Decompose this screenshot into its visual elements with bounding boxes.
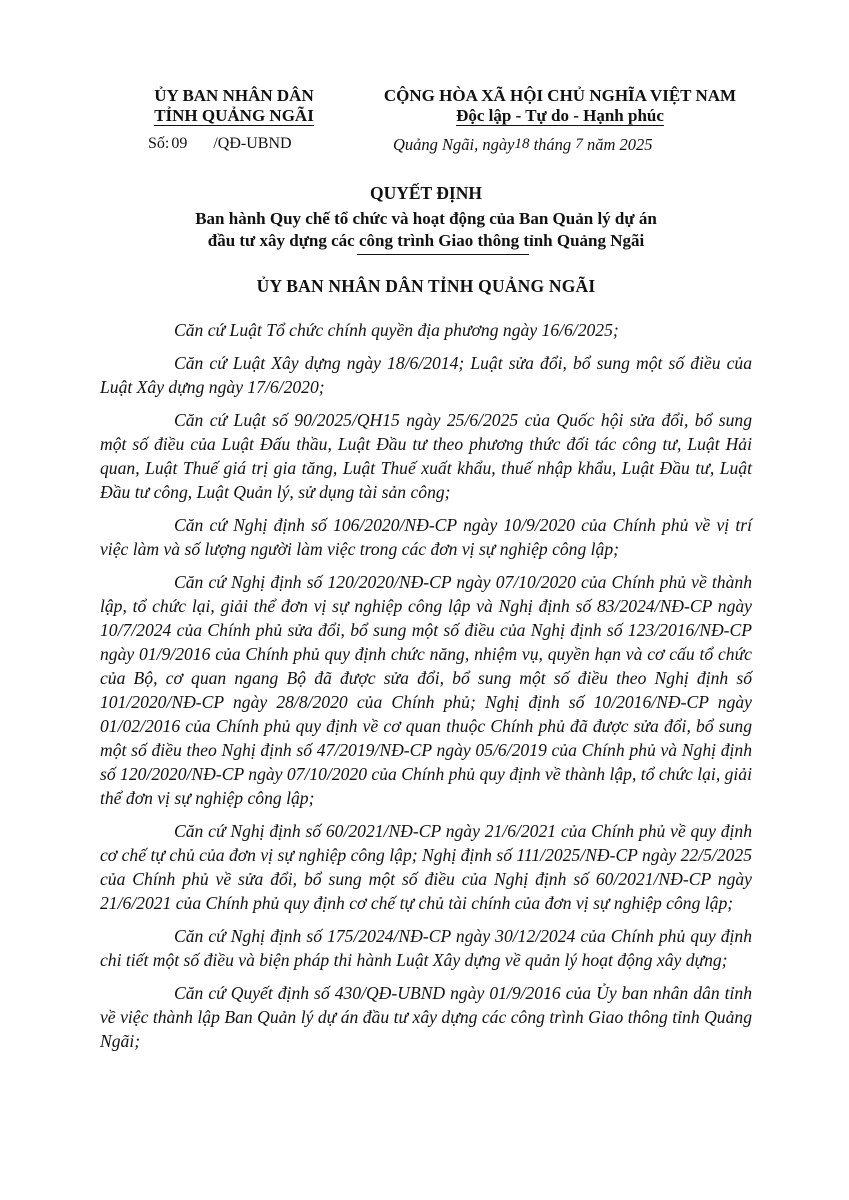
national-motto (340, 86, 780, 126)
doc-number-code: /QĐ-UBND (213, 135, 292, 152)
doc-number-value: 09 (171, 135, 188, 152)
authority-line1: ỦY BAN NHÂN DÂN (154, 86, 314, 105)
legal-basis-paragraph: Căn cứ Nghị định số 120/2020/NĐ-CP ngày 07/10/2020 của Chính phủ về thành lập, tổ chức lại, giải thể đơn vị sự nghiệp công lập và Nghị định số 83/2024/NĐ-CP ngày 10/7/2024 của Chính phủ sửa đổi, bổ sung một số điều của Nghị định số 123/2016/NĐ-CP ngày 01/9/2016 của Chính phủ quy định chức năng, nhiệm vụ, quyền hạn và cơ cấu tổ chức của Bộ, cơ quan ngang Bộ đã được sửa đổi, bổ sung một số điều theo Nghị định số 101/2020/NĐ-CP ngày 28/8/2020 của Chính phủ; Nghị định số 10/2016/NĐ-CP ngày 01/02/2016 của Chính phủ quy định về cơ quan thuộc Chính phủ đã được sửa đổi, bổ sung một số điều theo Nghị định số 47/2019/NĐ-CP ngày 05/6/2019 của Chính phủ và Nghị định số 120/2020/NĐ-CP ngày 07/10/2020 của Chính phủ quy định về thành lập, tổ chức lại, giải thể đơn vị sự nghiệp công lập; (100, 572, 752, 808)
date-month-label: tháng (533, 135, 572, 154)
preamble (100, 318, 752, 1062)
authority-line2: TỈNH QUẢNG NGÃI (154, 106, 314, 125)
legal-basis-paragraph: Căn cứ Nghị định số 60/2021/NĐ-CP ngày 21/6/2021 của Chính phủ về quy định cơ chế tự chủ của đơn vị sự nghiệp công lập; Nghị định số 111/2025/NĐ-CP ngày 22/5/2025 của Chính phủ về sửa đổi, bổ sung một số điều của Nghị định số 60/2021/NĐ-CP ngày 21/6/2021 của Chính phủ quy định cơ chế tự chủ tài chính của đơn vị sự nghiệp công lập; (100, 821, 752, 913)
date-prefix: Quảng Ngãi, ngày (393, 135, 515, 154)
decision-title: QUYẾT ĐỊNH (370, 183, 482, 203)
date-month: 7 (575, 136, 583, 152)
document-number (148, 135, 292, 153)
issue-date (393, 135, 652, 155)
country-name: CỘNG HÒA XÃ HỘI CHỦ NGHĨA VIỆT NAM (383, 86, 737, 105)
decision-subtitle (100, 208, 752, 252)
doc-number-label: Số: (148, 135, 170, 152)
legal-basis-paragraph: Căn cứ Nghị định số 106/2020/NĐ-CP ngày 10/9/2020 của Chính phủ về vị trí việc làm và số lượng người làm việc trong các đơn vị sự nghiệp công lập; (100, 515, 752, 559)
date-day: 18 (514, 136, 530, 152)
subtitle-line1: Ban hành Quy chế tổ chức và hoạt động của Ban Quản lý dự án (195, 209, 657, 228)
subtitle-divider (357, 254, 529, 255)
legal-basis-paragraph: Căn cứ Luật Tổ chức chính quyền địa phương ngày 16/6/2025; (174, 320, 619, 340)
legal-basis-paragraph: Căn cứ Luật số 90/2025/QH15 ngày 25/6/2025 của Quốc hội sửa đổi, bổ sung một số điều của Luật Đấu thầu, Luật Đầu tư theo phương thức đối tác công tư, Luật Hải quan, Luật Thuế giá trị gia tăng, Luật Thuế xuất khẩu, thuế nhập khẩu, Luật Đầu tư, Luật Đầu tư công, Luật Quản lý, sử dụng tài sản công; (100, 410, 752, 502)
issuing-authority (128, 86, 340, 126)
subtitle-line2: đầu tư xây dựng các công trình Giao thông tỉnh Quảng Ngãi (207, 231, 645, 250)
motto: Độc lập - Tự do - Hạnh phúc (456, 106, 664, 125)
legal-basis-paragraph: Căn cứ Luật Xây dựng ngày 18/6/2014; Luật sửa đổi, bổ sung một số điều của Luật Xây dựng ngày 17/6/2020; (100, 353, 752, 397)
legal-basis-paragraph: Căn cứ Quyết định số 430/QĐ-UBND ngày 01/9/2016 của Ủy ban nhân dân tỉnh về việc thành lập Ban Quản lý dự án đầu tư xây dựng các công trình Giao thông tỉnh Quảng Ngãi; (100, 983, 752, 1051)
issuer-heading: ỦY BAN NHÂN DÂN TỈNH QUẢNG NGÃI (256, 276, 596, 296)
date-year: năm 2025 (586, 135, 653, 154)
legal-basis-paragraph: Căn cứ Nghị định số 175/2024/NĐ-CP ngày 30/12/2024 của Chính phủ quy định chi tiết một số điều và biện pháp thi hành Luật Xây dựng về quản lý hoạt động xây dựng; (100, 926, 752, 970)
